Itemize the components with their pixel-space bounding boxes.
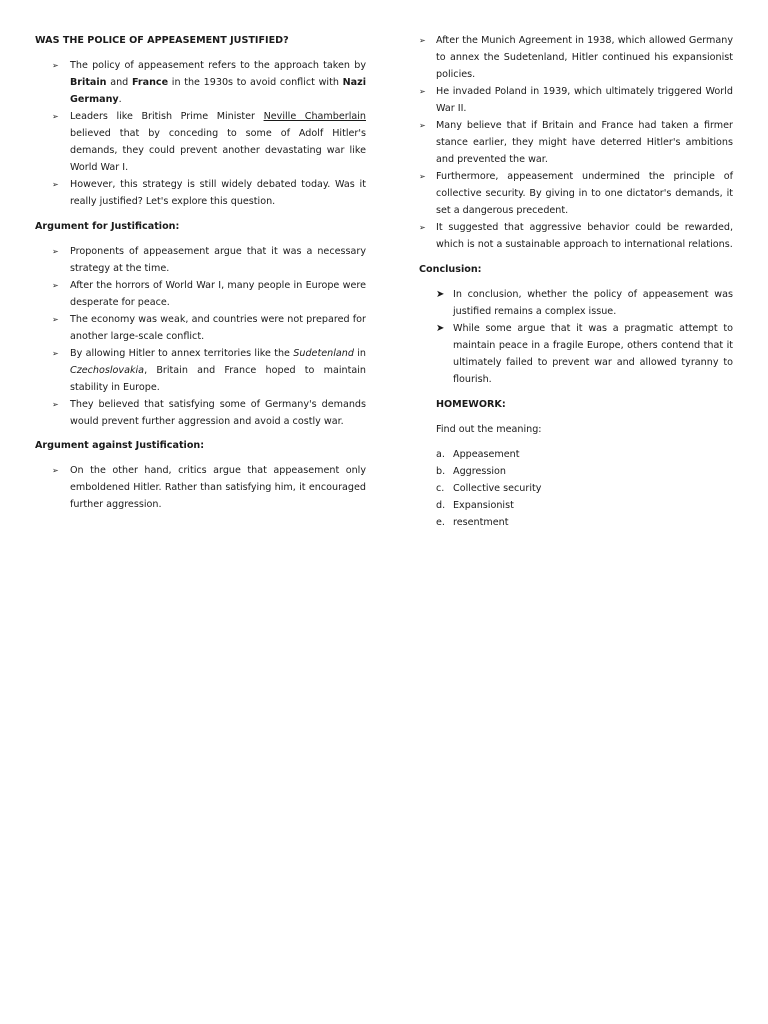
homework-item <box>419 480 733 497</box>
homework-prompt: Find out the meaning: <box>436 424 542 435</box>
arrow-bullet-icon: ➢ <box>52 349 59 358</box>
homework-item-letter: c. <box>436 483 445 494</box>
list-item: ➢ Many believe that if Britain and France had taken a firmer stance earlier, they might have deterred Hitler's ambitions and prevented the war. <box>419 117 733 168</box>
list-item: ➢ The economy was weak, and countries were not prepared for another large-scale conflict. <box>35 311 366 345</box>
list-item: ➢ They believed that satisfying some of Germany's demands would prevent further aggression and avoid a costly war. <box>35 396 366 430</box>
list-item: ➤ While some argue that it was a pragmatic attempt to maintain peace in a fragile Europe, others contend that it ultimately failed to prevent war and allowed tyranny to flourish. <box>419 320 733 388</box>
homework-item <box>419 497 733 514</box>
homework-item-term: resentment <box>453 517 509 528</box>
homework-item-term: Collective security <box>453 483 542 494</box>
underlined-name: Neville Chamberlain <box>263 111 366 122</box>
list-item: ➢ Proponents of appeasement argue that it was a necessary strategy at the time. <box>35 243 366 277</box>
list-item: ➢ On the other hand, critics argue that appeasement only emboldened Hitler. Rather than satisfying him, it encouraged further aggression. <box>35 462 366 513</box>
arrow-bullet-icon: ➢ <box>52 315 59 324</box>
homework-item <box>419 514 733 531</box>
section-heading-for: Argument for Justification: <box>35 221 180 232</box>
against-list-left <box>35 462 366 513</box>
arrow-bullet-icon: ➢ <box>52 466 59 475</box>
list-item: ➢ The policy of appeasement refers to the approach taken by Britain and France in the 1930s to avoid conflict with Nazi Germany. <box>35 57 366 108</box>
list-item: ➢ After the Munich Agreement in 1938, which allowed Germany to annex the Sudetenland, Hitler continued his expansionist policies. <box>419 32 733 83</box>
list-item: ➢ However, this strategy is still widely debated today. Was it really justified? Let's explore this question. <box>35 176 366 210</box>
list-item: ➢ He invaded Poland in 1939, which ultimately triggered World War II. <box>419 83 733 117</box>
homework-item-term: Aggression <box>453 466 506 477</box>
left-column <box>35 32 366 513</box>
list-item: ➢ It suggested that aggressive behavior could be rewarded, which is not a sustainable approach to international relations. <box>419 219 733 253</box>
bold-arrow-bullet-icon: ➤ <box>436 289 445 300</box>
homework-item <box>419 446 733 463</box>
homework-item-letter: b. <box>436 466 446 477</box>
arrow-bullet-icon: ➢ <box>419 172 426 181</box>
homework-list <box>419 446 733 531</box>
for-list <box>35 243 366 430</box>
list-item: ➢ Leaders like British Prime Minister Neville Chamberlain believed that by conceding to some of Adolf Hitler's demands, they could prevent another devastating war like World War I. <box>35 108 366 176</box>
arrow-bullet-icon: ➢ <box>419 223 426 232</box>
homework-heading: HOMEWORK: <box>436 399 506 410</box>
document-title: WAS THE POLICE OF APPEASEMENT JUSTIFIED? <box>35 35 289 46</box>
arrow-bullet-icon: ➢ <box>52 281 59 290</box>
conclusion-list <box>419 286 733 388</box>
homework-item <box>419 463 733 480</box>
section-heading-against: Argument against Justification: <box>35 440 205 451</box>
section-heading-conclusion: Conclusion: <box>419 264 482 275</box>
homework-item-term: Expansionist <box>453 500 514 511</box>
arrow-bullet-icon: ➢ <box>419 87 426 96</box>
homework-item-term: Appeasement <box>453 449 520 460</box>
arrow-bullet-icon: ➢ <box>52 400 59 409</box>
list-item: ➢ By allowing Hitler to annex territories like the Sudetenland in Czechoslovakia, Britain and France hoped to maintain stability in Europe. <box>35 345 366 396</box>
arrow-bullet-icon: ➢ <box>52 61 59 70</box>
list-item: ➢ Furthermore, appeasement undermined the principle of collective security. By giving in to one dictator's demands, it set a dangerous precedent. <box>419 168 733 219</box>
intro-list <box>35 57 366 210</box>
homework-item-letter: e. <box>436 517 445 528</box>
homework-item-letter: d. <box>436 500 446 511</box>
arrow-bullet-icon: ➢ <box>419 36 426 45</box>
arrow-bullet-icon: ➢ <box>52 112 59 121</box>
arrow-bullet-icon: ➢ <box>52 180 59 189</box>
homework-item-letter: a. <box>436 449 445 460</box>
arrow-bullet-icon: ➢ <box>52 247 59 256</box>
list-item: ➤ In conclusion, whether the policy of appeasement was justified remains a complex issue. <box>419 286 733 320</box>
bold-arrow-bullet-icon: ➤ <box>436 323 445 334</box>
against-list-right <box>419 32 733 253</box>
arrow-bullet-icon: ➢ <box>419 121 426 130</box>
right-column <box>419 32 733 531</box>
list-item: ➢ After the horrors of World War I, many people in Europe were desperate for peace. <box>35 277 366 311</box>
